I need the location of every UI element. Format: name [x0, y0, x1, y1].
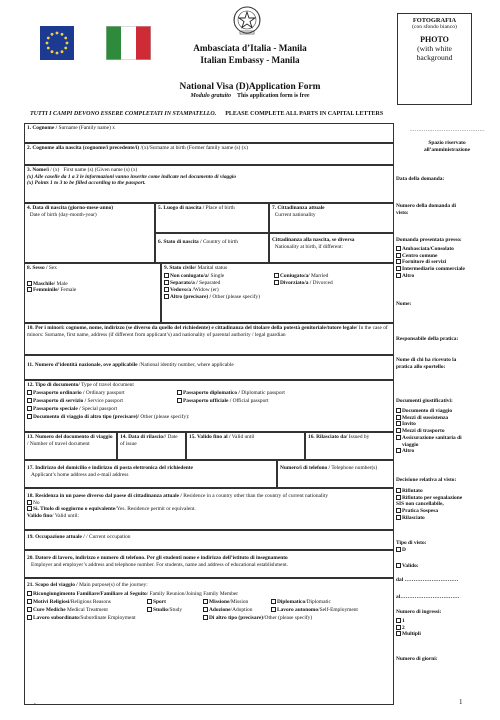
checkbox-icon	[147, 607, 152, 612]
valid-label-row	[396, 563, 498, 570]
checkbox-icon	[396, 488, 401, 493]
doc-insurance-cont: viaggio	[402, 441, 419, 448]
checkbox-icon	[396, 515, 401, 520]
field-sex: 8. Sesso / Sex Maschile/ Male Femminile/ Female	[24, 263, 161, 323]
checkbox-official-passport[interactable]: Passaporto ufficiale / Official passport	[177, 398, 269, 405]
reserved-label-2: all’amministrazione	[423, 146, 471, 153]
checkbox-icon	[271, 599, 276, 604]
italian-flag-icon	[106, 26, 151, 60]
checkbox-special-passport[interactable]: Passaporto speciale / Special passport	[27, 406, 117, 413]
checkbox-suspended[interactable]: Pratica Sospesa	[396, 508, 498, 515]
checkbox-icon	[396, 253, 401, 258]
field-minors-guardian[interactable]: 10. Per i minori: cognome, nome, indirizzo (se diverso da quello del richiedente) e cittadinanza del titolare della potestà genitoriale/tutore legale/ In the case of minors: Surname, first name, address (if different from applicant’s) and nationality of parental authority / legal guardian	[24, 323, 394, 355]
application-date-label: Data della domanda:	[396, 176, 445, 182]
embassy-name-it: Ambasciata d’Italia - Manila	[193, 43, 307, 53]
checkbox-icon	[164, 280, 169, 285]
form-title: National Visa (D)Application Form	[179, 82, 321, 92]
page-number: 1	[459, 698, 463, 706]
reserved-label-1: Spazio riservato	[428, 139, 466, 146]
field-nationality-at-birth[interactable]: Cittadinanza alla nascita, se diversa Nationality at birth, if different:	[269, 233, 394, 263]
field-current-nationality[interactable]: 7. Cittadinanza attuale Current nationality	[269, 203, 394, 233]
field-date-of-issue[interactable]: 14. Data di rilascio// Date of issue	[117, 432, 186, 460]
checkbox-ordinary-passport[interactable]: Passaporto ordinario / Ordinary passport	[27, 390, 125, 397]
checkbox-icon	[164, 294, 169, 299]
checkbox-residence-no[interactable]: No	[27, 500, 391, 507]
checkbox-divorced[interactable]: Divorziato/a / Divorced	[274, 280, 333, 287]
photo-sub: (con sfondo bianco)	[412, 24, 457, 30]
checkbox-family-reunion[interactable]: Ricongiungimento Familiare/Familiare al Seguito/ Family Reunion/Joining Family Member	[27, 591, 238, 598]
checkbox-separated[interactable]: Separato/a / Separated	[164, 280, 220, 287]
checkbox-service-passport[interactable]: Passaporto di servizio / Service passport	[27, 398, 123, 405]
name-label: Nome:	[396, 301, 412, 307]
residence-valid-until[interactable]: Valido fino/ Valid until:	[27, 512, 79, 519]
checkbox-icon	[396, 618, 401, 623]
checkbox-adoption[interactable]: Adozione/Adoption	[203, 607, 252, 614]
checkbox-doc-travel[interactable]: Documento di viaggio	[396, 408, 498, 415]
application-number-label: Numero della domanda di visto:	[396, 203, 456, 216]
checkbox-residence-yes[interactable]: Sì. Titolo di soggiorno o equivalente/Yes. Residence permit or equivalent.	[27, 506, 391, 513]
field-valid-until[interactable]: 15. Valido fino al / Valid until	[186, 432, 305, 460]
checkbox-married[interactable]: Coniugato/a/ Married	[274, 273, 328, 280]
photo-title: FOTOGRAFIA	[412, 17, 457, 24]
checkbox-icon	[396, 435, 401, 440]
checkbox-icon	[396, 508, 401, 513]
checkbox-icon	[177, 390, 182, 395]
checkbox-icon	[396, 428, 401, 433]
checkbox-icon	[164, 287, 169, 292]
checkbox-submitted-other[interactable]: Altro	[396, 273, 498, 280]
checkbox-medical[interactable]: Cure Mediche Medical Treatment	[27, 607, 108, 614]
checkbox-self-employment[interactable]: Lavoro autonomo/Self-Employment	[271, 607, 358, 614]
checkbox-icon	[396, 259, 401, 264]
checkbox-entries-1[interactable]: 1	[396, 618, 498, 625]
visa-type: Tipo di visto: D	[396, 540, 498, 554]
checkbox-icon	[203, 599, 208, 604]
field-purpose-of-journey: 21. Scopo del viaggio / Main purpose(s) of the journey: Ricongiungimento Familiare/Familiare al Seguito/ Family Reunion/Joining Family Member Motivi Religiosi/Religious Reasons Sport Missione/Mission Diplomatico/Diplomatic Cure Mediche Medical Treatment Studio/Study Adozione/Adoption Lavoro autonomo/Self-Employment Lavoro subordinato/Subordinate Employment Di altro tipo (precisare)/Other (please specify)	[24, 578, 394, 705]
checkbox-icon	[396, 547, 401, 552]
checkbox-icon	[274, 273, 279, 278]
checkbox-icon	[396, 246, 401, 251]
received-by-label: Nome di chi ha ricevuto la pratica allo sportello:	[396, 357, 457, 370]
checkbox-refused-sis[interactable]: Rifiutato per segnalazione	[396, 495, 498, 502]
checkbox-icon	[27, 390, 32, 395]
checkbox-icon	[147, 599, 152, 604]
instructions-it: TUTTI I CAMPI DEVONO ESSERE COMPLETATI IN STAMPATELLO.	[30, 111, 217, 117]
checkbox-entries-multiple[interactable]: Multipli	[396, 631, 498, 638]
number-of-entries: Numero di ingressi: 1 2 Multipli	[396, 609, 498, 638]
checkbox-mission[interactable]: Missione/Mission	[203, 599, 248, 606]
photo-en-line2: background	[416, 53, 453, 62]
refused-sis-cont: SIS non cancellabile,	[396, 501, 444, 508]
checkbox-marital-other[interactable]: Altro (precisare) / Other (please specify)	[164, 294, 260, 301]
checkbox-icon	[203, 615, 208, 620]
checkbox-icon	[27, 406, 32, 411]
checkbox-service-provider[interactable]: Fornitore di servizi	[396, 259, 498, 266]
checkbox-icon	[27, 607, 32, 612]
checkbox-icon	[27, 398, 32, 403]
reserved-dots: ……………………………………	[409, 127, 485, 133]
field-employer[interactable]: 20. Datore di lavoro, indirizzo e numero di telefono. Per gli studenti nome e indirizzo dell’istituto di insegnamento Employer and employer’s address and telephone number. For students, name and address of educational establishment.	[24, 550, 394, 578]
field-home-address-email[interactable]: 17. Indirizzo del domicilio e indirizzo di posta elettronica del richiedente Applicant’s home address and e-mail address	[24, 460, 277, 488]
italian-emblem-icon	[231, 4, 263, 36]
checkbox-icon	[203, 607, 208, 612]
checkbox-icon	[27, 500, 32, 505]
field-surname-at-birth[interactable]: 2. Cognome alla nascita (cognome/i precedente/i) /(x)/Surname at birth (Former family name (s) (x)	[24, 143, 394, 165]
checkbox-common-centre[interactable]: Centro comune	[396, 253, 498, 260]
checkbox-doc-transport[interactable]: Mezzi di trasporto	[396, 428, 498, 435]
eu-flag-icon	[40, 26, 74, 60]
field-telephone[interactable]: Numero/i di telefono / Telephone number(s)	[277, 460, 394, 488]
checkbox-icon	[396, 631, 401, 636]
checkbox-male[interactable]: Maschile/ Male	[27, 281, 158, 288]
checkbox-doc-other[interactable]: Altro	[396, 448, 498, 455]
checkbox-icon	[396, 448, 401, 453]
free-it: Modulo gratuito	[190, 93, 231, 99]
field-surname[interactable]: 1. Cognome / Surname (Family name) x	[24, 123, 394, 143]
checkbox-refused[interactable]: Rifiutato	[396, 488, 498, 495]
checkbox-icon	[396, 266, 401, 271]
checkbox-visa-d[interactable]: D	[396, 547, 498, 554]
field-first-name[interactable]: 3. Nome/i / (x) First name (s) (Given name (s) (x) (x) Alle caselle da 1 a 3 le informazioni vanno inserite come indicate nel documento di viaggio (x) Points 1 to 3 to be filled according to the passport.	[24, 165, 394, 203]
checkbox-embassy[interactable]: Ambasciata/Consolato	[396, 246, 498, 253]
supporting-documents: Documenti giustificativi: Documento di viaggio Mezzi di sussistenza Invito Mezzi di trasporto Assicurazione sanitaria di viaggio Altro	[396, 398, 498, 455]
field-date-of-birth[interactable]: 4. Data di nascita (giorno-mese-anno) Date of birth (day-month-year)	[24, 203, 155, 263]
checkbox-commercial-intermediary[interactable]: Intermediario commerciale	[396, 266, 498, 273]
checkbox-other-document[interactable]: Documento di viaggio di altro tipo (precisare)/ Other (please specify):	[27, 414, 189, 421]
checkbox-icon	[27, 591, 32, 596]
checkbox-female[interactable]: Femminile/ Female	[27, 287, 158, 294]
checkbox-religious[interactable]: Motivi Religiosi/Religious Reasons	[27, 599, 111, 606]
field-travel-document-type: 12. Tipo di documento/ Type of travel document Passaporto ordinario / Ordinary passport Passaporto diplomatico / Diplomatic passport Passaporto di servizio / Service passport Passaporto ufficiale / Official passport Passaporto speciale / Special passport Documento di viaggio di altro tipo (precisare)/ Other (please specify):	[24, 380, 394, 432]
case-officer-label: Responsabile della pratica:	[396, 336, 459, 342]
checkbox-icon	[27, 414, 32, 419]
checkbox-entries-2[interactable]: 2	[396, 625, 498, 632]
checkbox-widowed[interactable]: Vedovo/a /Widow (er)	[164, 287, 219, 294]
checkbox-icon	[396, 273, 401, 278]
checkbox-icon	[396, 625, 401, 630]
checkbox-icon	[274, 280, 279, 285]
checkbox-issued[interactable]: Rilasciato	[396, 515, 498, 522]
field-place-of-birth[interactable]: 5. Luogo di nascita / Place of birth	[155, 203, 269, 233]
checkbox-doc-invitation[interactable]: Invito	[396, 421, 498, 428]
checkbox-purpose-other[interactable]: Di altro tipo (precisare)/Other (please specify)	[203, 615, 312, 622]
checkbox-icon	[27, 599, 32, 604]
photo-box	[397, 13, 472, 105]
embassy-name-en: Italian Embassy - Manila	[200, 54, 300, 65]
checkbox-subordinate-employment[interactable]: Lavoro subordinato/Subordinate Employment	[27, 615, 136, 622]
checkbox-study[interactable]: Studio/Study	[147, 607, 182, 614]
checkbox-sport[interactable]: Sport	[147, 599, 166, 606]
checkbox-icon	[396, 415, 401, 420]
checkbox-doc-insurance[interactable]: Assicurazione sanitaria di	[396, 435, 498, 442]
checkbox-icon	[27, 287, 32, 292]
footer-dot: .	[34, 698, 36, 706]
checkbox-icon	[396, 563, 401, 568]
application-submitted-at: Domanda presentata presso: Ambasciata/Consolato Centro comune Fornitore di servizi Intermediario commerciale Altro	[396, 237, 498, 280]
field-issued-by[interactable]: 16. Rilasciato da/ Issued by	[305, 432, 394, 460]
instructions-en: PLEASE COMPLETE ALL PARTS IN CAPITAL LETTERS	[225, 111, 384, 117]
field-national-id[interactable]: 11. Numero d’identità nazionale, ove applicabile /National identity number, where applicable	[24, 355, 394, 380]
checkbox-valid[interactable]: Valido:	[396, 563, 498, 570]
field-country-of-birth[interactable]: 6. Stato di nascita / Country of birth	[155, 233, 269, 263]
field-marital-status: 9. Stato civile/ Marital status Non coniugato/a/ Single Coniugato/a/ Married Separato/a / Separated Divorziato/a / Divorced Vedovo/a /Widow (er) Altro (precisare) / Other (please specify)	[161, 263, 394, 323]
visa-decision: Decisione relativa al visto: Rifiutato Rifiutato per segnalazione SIS non cancellabile, Pratica Sospesa Rilasciato	[396, 477, 498, 522]
photo-en-title: PHOTO	[420, 35, 449, 44]
checkbox-icon	[27, 506, 32, 511]
checkbox-icon	[177, 398, 182, 403]
checkbox-icon	[27, 281, 32, 286]
number-of-days-label: Numero di giorni:	[396, 656, 438, 662]
free-en: This application form is free	[236, 93, 310, 99]
checkbox-single[interactable]: Non coniugato/a/ Single	[164, 273, 224, 280]
checkbox-icon	[396, 495, 401, 500]
field-travel-document-number[interactable]: 13. Numero del documento di viaggio / Number of travel document	[24, 432, 117, 460]
field-residence-other-country: 18. Residenza in un paese diverso dal paese di cittadinanza attuale / Residence in a country other than the country of current nationality No Sì. Titolo di soggiorno o equivalente/Yes. Residence permit or equivalent. Valido fino/ Valid until:	[24, 488, 394, 530]
checkbox-icon	[164, 273, 169, 278]
checkbox-icon	[396, 408, 401, 413]
photo-en-line1: (with white	[417, 44, 452, 53]
checkbox-icon	[27, 615, 32, 620]
checkbox-diplomatic-passport[interactable]: Passaporto diplomatico / Diplomatic passport	[177, 390, 285, 397]
checkbox-doc-means[interactable]: Mezzi di sussistenza	[396, 415, 498, 422]
checkbox-diplomatic[interactable]: Diplomatico/Diplomatic	[271, 599, 331, 606]
checkbox-icon	[396, 421, 401, 426]
field-current-occupation[interactable]: 19. Occupazione attuale / / Current occupation	[24, 530, 394, 550]
valid-from: dal …………………………	[396, 577, 459, 583]
checkbox-icon	[271, 607, 276, 612]
valid-to: al……………………………	[396, 594, 460, 600]
